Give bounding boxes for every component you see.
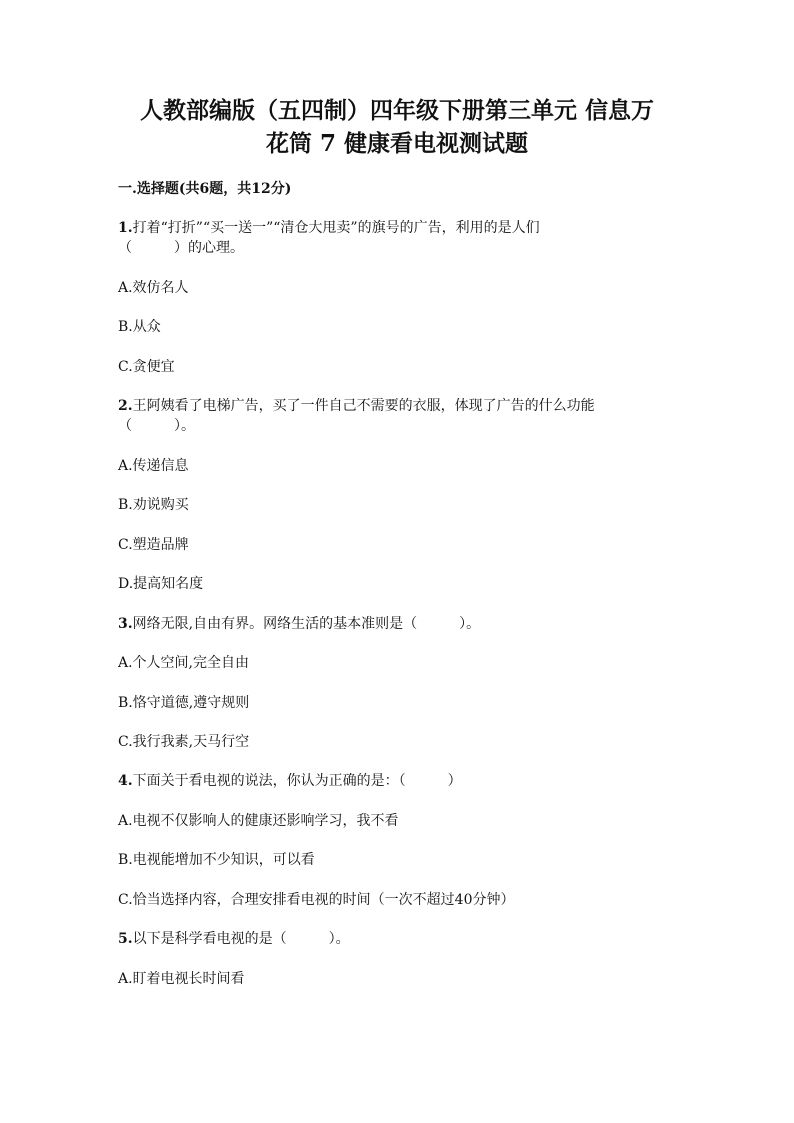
option-2b[interactable]: B.劝说购买 bbox=[118, 497, 189, 513]
title-line-1: 人教部编版（五四制）四年级下册第三单元 信息万 bbox=[139, 97, 654, 124]
option-2c[interactable]: C.塑造品牌 bbox=[118, 537, 189, 553]
question-3 bbox=[118, 614, 480, 634]
question-2 bbox=[118, 396, 595, 416]
question-number: 1. bbox=[118, 220, 133, 236]
option-1c[interactable]: C.贪便宜 bbox=[118, 359, 175, 375]
question-text: 网络无限,自由有界。网络生活的基本准则是（ ）。 bbox=[132, 616, 481, 632]
question-text: 打着“打折”“买一送一”“清仓大甩卖”的旗号的广告，利用的是人们 bbox=[132, 220, 540, 236]
question-text: 以下是科学看电视的是（ ）。 bbox=[132, 931, 350, 947]
option-3c[interactable]: C.我行我素,天马行空 bbox=[118, 734, 250, 750]
page-title bbox=[100, 94, 694, 160]
question-number: 5. bbox=[118, 931, 133, 947]
question-text: 下面关于看电视的说法，你认为正确的是：（ ） bbox=[132, 773, 462, 789]
option-3a[interactable]: A.个人空间,完全自由 bbox=[118, 655, 250, 671]
question-4 bbox=[118, 771, 462, 791]
option-3b[interactable]: B.恪守道德,遵守规则 bbox=[118, 695, 250, 711]
question-number: 2. bbox=[118, 398, 133, 414]
option-1a[interactable]: A.效仿名人 bbox=[118, 280, 189, 296]
option-1b[interactable]: B.从众 bbox=[118, 319, 161, 335]
question-5 bbox=[118, 929, 350, 949]
question-text: 王阿姨看了电梯广告，买了一件自己不需要的衣服，体现了广告的什么功能 bbox=[132, 398, 595, 414]
title-line-2: 花筒 7 健康看电视测试题 bbox=[265, 130, 529, 157]
question-number: 3. bbox=[118, 616, 133, 632]
option-2a[interactable]: A.传递信息 bbox=[118, 458, 189, 474]
question-number: 4. bbox=[118, 773, 133, 789]
question-1-continued: （ ）的心理。 bbox=[118, 240, 244, 256]
option-2d[interactable]: D.提高知名度 bbox=[118, 576, 204, 592]
option-4c[interactable]: C.恰当选择内容，合理安排看电视的时间（一次不超过40分钟） bbox=[118, 892, 515, 908]
section-heading: 一.选择题(共6题，共12分) bbox=[118, 181, 292, 197]
option-4b[interactable]: B.电视能增加不少知识，可以看 bbox=[118, 852, 315, 868]
option-4a[interactable]: A.电视不仅影响人的健康还影响学习，我不看 bbox=[118, 813, 399, 829]
question-2-continued: （ ）。 bbox=[118, 418, 195, 434]
question-1 bbox=[118, 218, 540, 238]
option-5a[interactable]: A.盯着电视长时间看 bbox=[118, 971, 245, 987]
